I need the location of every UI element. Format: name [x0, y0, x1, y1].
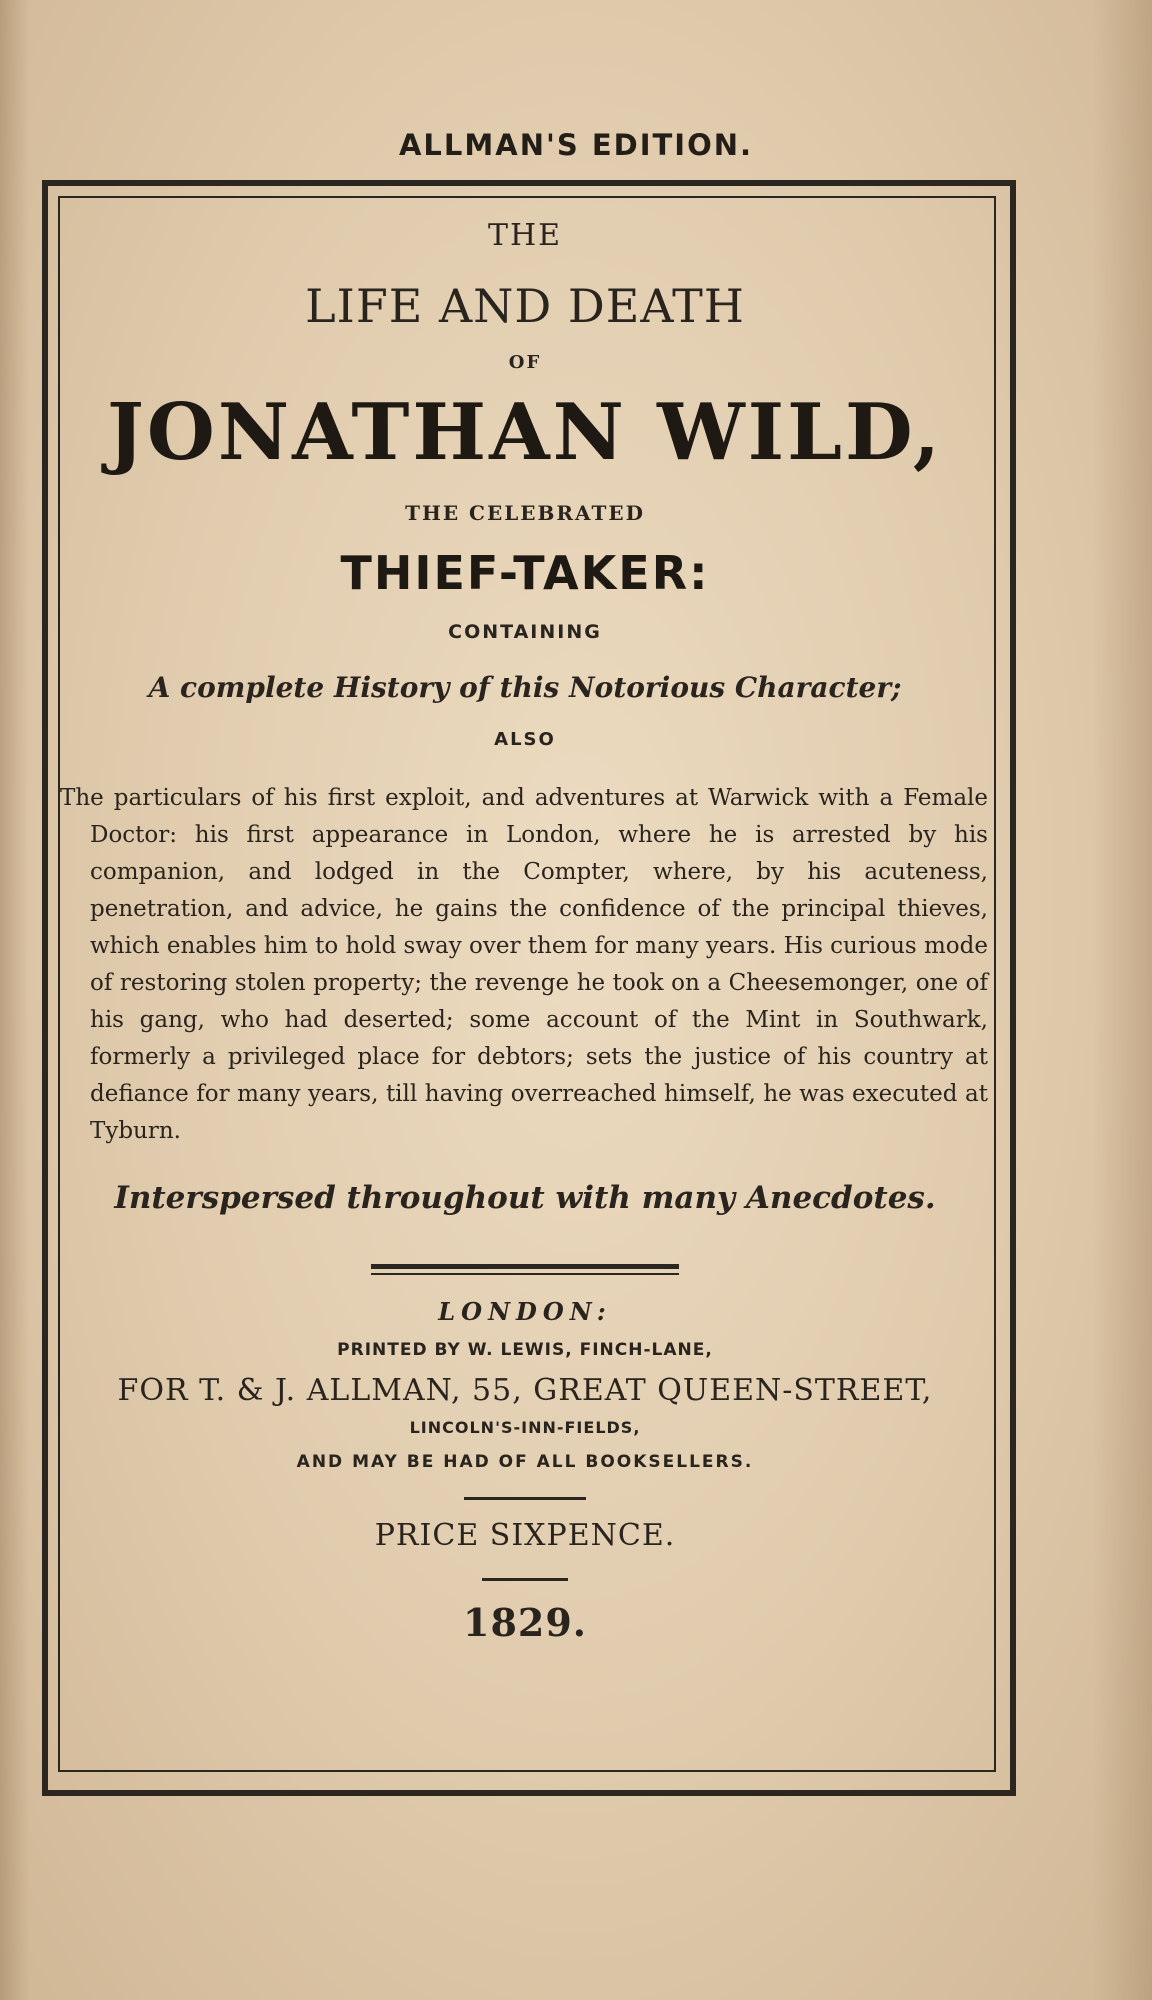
divider-rule-short [464, 1497, 586, 1500]
imprint-printer: PRINTED BY W. LEWIS, FINCH-LANE, [337, 1340, 713, 1360]
imprint-publisher: FOR T. & J. ALLMAN, 55, GREAT QUEEN-STREET, [117, 1373, 933, 1408]
history-line: A complete History of this Notorious Character; [148, 671, 902, 704]
title-of: OF [508, 352, 542, 373]
title-life-and-death: LIFE AND DEATH [305, 279, 745, 333]
title-the: THE [487, 218, 563, 253]
subtitle-the-celebrated: THE CELEBRATED [405, 501, 645, 525]
subtitle-thief-taker: THIEF-TAKER: [340, 546, 710, 600]
also-label: ALSO [494, 729, 556, 750]
containing-label: CONTAINING [448, 621, 602, 643]
divider-rule-short-2 [482, 1578, 568, 1581]
price-line: PRICE SIXPENCE. [374, 1518, 676, 1553]
imprint-availability: AND MAY BE HAD OF ALL BOOKSELLERS. [296, 1452, 754, 1472]
edition-heading: ALLMAN'S EDITION. [398, 128, 754, 162]
divider-rule [371, 1264, 679, 1269]
title-name: JONATHAN WILD, [106, 387, 944, 478]
imprint-location: LINCOLN'S-INN-FIELDS, [409, 1418, 641, 1437]
interspersed-line: Interspersed throughout with many Anecdotes. [114, 1180, 936, 1216]
particulars-paragraph: The particulars of his first exploit, and adventures at Warwick with a Female Doctor: his first appearance in London, where he is arrested by his companion, and lodged in the Compter, where, by his acuteness, penetration, and advice, he gains the confidence of the principal thieves, which enables him to hold sway over them for many years. His curious mode of restoring stolen property; the revenge he took on a Cheesemonger, one of his gang, who had deserted; some account of the Mint in Southwark, formerly a privileged place for debtors; sets the justice of his country at defiance for many years, till having overreached himself, he was executed at Tyburn. [60, 785, 988, 1144]
imprint-place: LONDON: [438, 1297, 612, 1326]
title-page-content [60, 200, 990, 1645]
publication-year: 1829. [463, 1600, 587, 1645]
